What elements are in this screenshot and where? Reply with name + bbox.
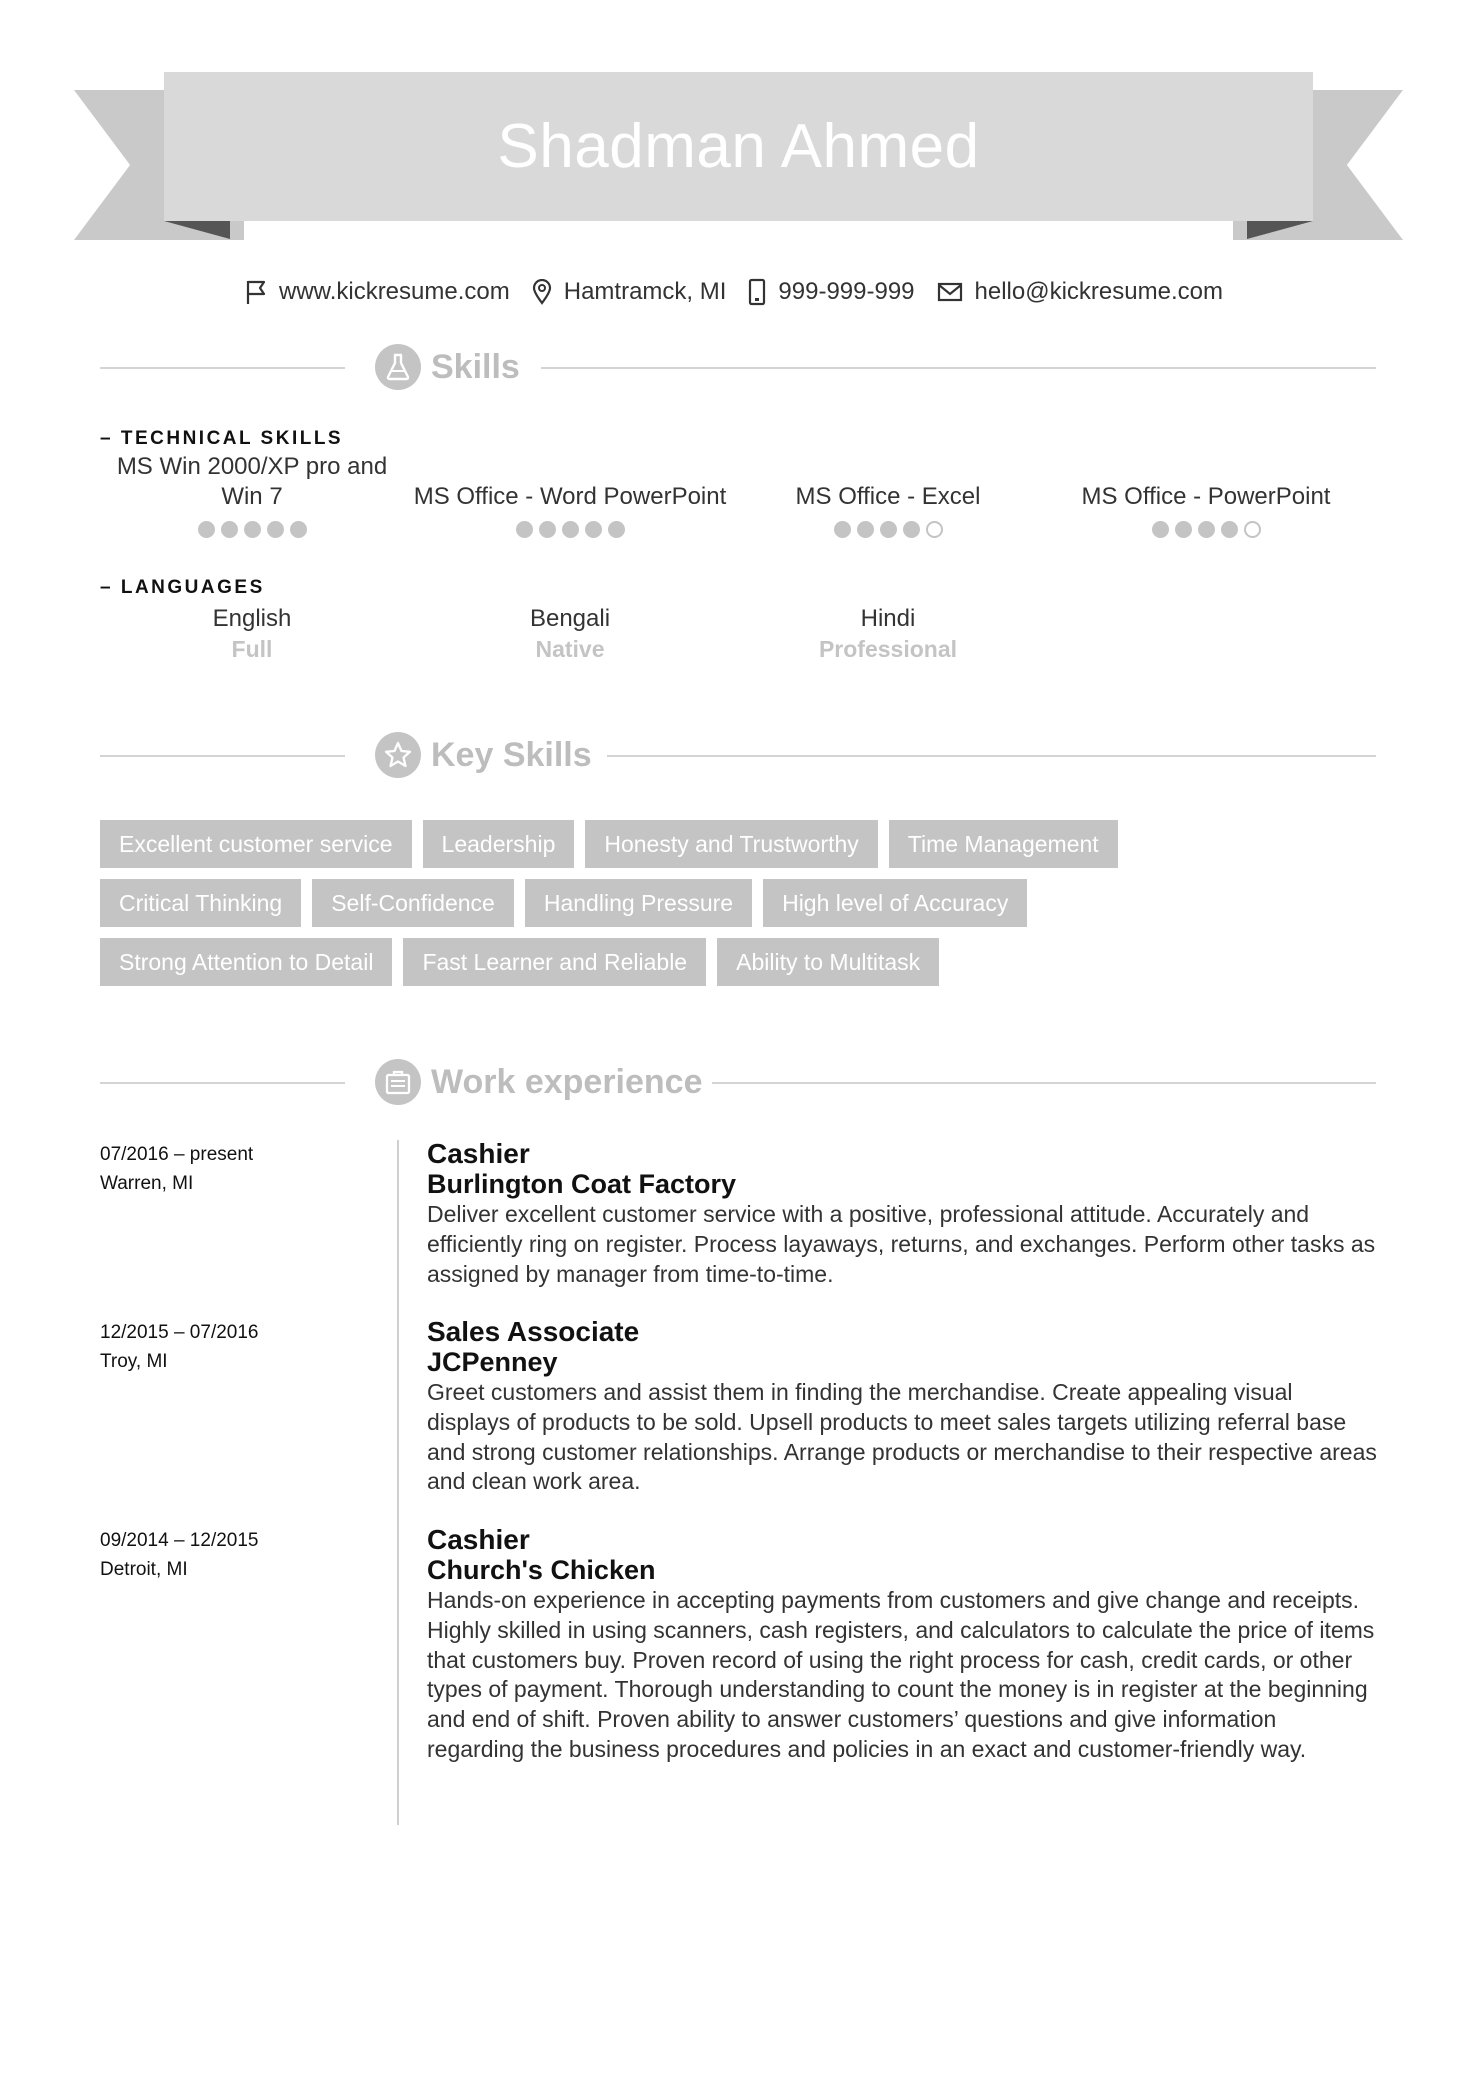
rating-dot-filled xyxy=(198,521,215,538)
rating-dot-empty xyxy=(926,521,943,538)
work-experience-section-header xyxy=(100,1057,1376,1107)
email-text: hello@kickresume.com xyxy=(974,278,1223,305)
contact-website[interactable] xyxy=(245,278,510,306)
rating-dot-filled xyxy=(539,521,556,538)
technical-skills-heading: – TECHNICAL SKILLS xyxy=(100,428,344,449)
job-meta xyxy=(100,1140,253,1198)
rating-dot-filled xyxy=(516,521,533,538)
job-entry xyxy=(427,1524,1377,1765)
skill-name: MS Office - Word PowerPoint xyxy=(413,483,727,510)
rating-dot-filled xyxy=(880,521,897,538)
name-banner xyxy=(164,72,1313,221)
job-location: Warren, MI xyxy=(100,1173,194,1194)
technical-skill xyxy=(411,452,729,538)
rating-dot-filled xyxy=(903,521,920,538)
rating-dot-filled xyxy=(857,521,874,538)
tag-row xyxy=(100,938,1380,986)
job-dates: 09/2014 – 12/2015 xyxy=(100,1530,259,1551)
section-title: Work experience xyxy=(431,1063,703,1101)
candidate-name: Shadman Ahmed xyxy=(497,112,980,181)
skill-tag: Self-Confidence xyxy=(312,879,514,927)
skill-rating xyxy=(1047,521,1365,538)
language-name: Hindi xyxy=(860,605,916,632)
job-entry xyxy=(427,1316,1377,1497)
envelope-icon xyxy=(937,282,963,302)
divider-line xyxy=(100,1082,345,1084)
job-company: JCPenney xyxy=(427,1347,558,1377)
job-meta xyxy=(100,1318,259,1376)
job-role: Cashier xyxy=(427,1138,530,1169)
divider-line xyxy=(100,755,345,757)
location-pin-icon xyxy=(532,279,552,305)
skill-tag: Excellent customer service xyxy=(100,820,412,868)
rating-dot-filled xyxy=(1152,521,1169,538)
contact-phone[interactable] xyxy=(748,278,914,306)
skill-tag: Handling Pressure xyxy=(525,879,752,927)
job-meta xyxy=(100,1526,259,1584)
language-name: Bengali xyxy=(529,605,611,632)
rating-dot-empty xyxy=(1244,521,1261,538)
skill-tag: Time Management xyxy=(889,820,1118,868)
timeline-line xyxy=(397,1140,399,1825)
key-skills-tags xyxy=(100,820,1380,997)
skill-rating xyxy=(411,521,729,538)
divider-line xyxy=(607,755,1376,757)
rating-dot-filled xyxy=(1175,521,1192,538)
section-title: Skills xyxy=(431,348,520,386)
section-title: Key Skills xyxy=(431,736,592,774)
rating-dot-filled xyxy=(290,521,307,538)
contact-bar xyxy=(0,274,1468,310)
rating-dot-filled xyxy=(834,521,851,538)
website-text: www.kickresume.com xyxy=(279,278,510,305)
job-dates: 07/2016 – present xyxy=(100,1144,254,1165)
rating-dot-filled xyxy=(267,521,284,538)
flask-icon xyxy=(375,344,421,390)
contact-location xyxy=(532,278,727,306)
language-item xyxy=(729,604,1047,664)
language-item xyxy=(93,604,411,664)
skill-tag: Honesty and Trustworthy xyxy=(585,820,877,868)
tag-row xyxy=(100,820,1380,868)
skill-tag: High level of Accuracy xyxy=(763,879,1027,927)
job-description: Hands-on experience in accepting payments from customers and give change and receipts. Highly skilled in using scanners, cash registers, and calculators to calculate the price of items that customers buy. Proven record of using the right process for cash, credit cards, or other types of payment. Thorough understanding to count the money is in register at the beginning and end of shift. Proven ability to answer customers’ questions and give information regarding the business procedures and policies in an exact and customer-friendly way. xyxy=(427,1587,1375,1762)
flag-icon xyxy=(245,279,267,305)
job-role: Cashier xyxy=(427,1524,530,1555)
job-company: Church's Chicken xyxy=(427,1555,656,1585)
star-icon xyxy=(375,732,421,778)
phone-text: 999-999-999 xyxy=(778,278,915,305)
rating-dot-filled xyxy=(244,521,261,538)
language-level: Full xyxy=(231,636,273,662)
language-name: English xyxy=(212,605,292,632)
job-role: Sales Associate xyxy=(427,1316,640,1347)
job-dates: 12/2015 – 07/2016 xyxy=(100,1322,259,1343)
divider-line xyxy=(541,367,1376,369)
key-skills-section-header xyxy=(100,730,1376,780)
skill-tag: Critical Thinking xyxy=(100,879,301,927)
job-company: Burlington Coat Factory xyxy=(427,1169,736,1199)
language-item xyxy=(411,604,729,664)
rating-dot-filled xyxy=(1198,521,1215,538)
language-level: Native xyxy=(535,636,605,662)
location-text: Hamtramck, MI xyxy=(563,278,727,305)
job-entry xyxy=(427,1138,1377,1289)
rating-dot-filled xyxy=(608,521,625,538)
technical-skill xyxy=(1047,452,1365,538)
skill-tag: Leadership xyxy=(423,820,575,868)
phone-icon xyxy=(748,278,766,306)
job-description: Deliver excellent customer service with a positive, professional attitude. Accurately and efficiently ring on register. Process layaways, returns, and exchanges. Perform other tasks as assigned by manager from time-to-time. xyxy=(427,1201,1376,1287)
technical-skill xyxy=(729,452,1047,538)
language-level: Professional xyxy=(818,636,958,662)
rating-dot-filled xyxy=(562,521,579,538)
skill-tag: Fast Learner and Reliable xyxy=(403,938,706,986)
technical-skill xyxy=(93,452,411,538)
contact-email[interactable] xyxy=(937,278,1223,306)
languages-heading: – LANGUAGES xyxy=(100,577,265,598)
skill-name: MS Win 2000/XP pro and Win 7 xyxy=(116,453,388,510)
divider-line xyxy=(712,1082,1376,1084)
skill-name: MS Office - Excel xyxy=(795,483,981,510)
job-location: Detroit, MI xyxy=(100,1559,188,1580)
job-description: Greet customers and assist them in finding the merchandise. Create appealing visual displays of products to be sold. Upsell products to meet sales targets utilizing referral base and strong customer relationships. Arrange products or merchandise to their respective areas and clean work area. xyxy=(427,1379,1377,1495)
rating-dot-filled xyxy=(221,521,238,538)
skill-tag: Ability to Multitask xyxy=(717,938,939,986)
skills-section-header xyxy=(100,342,1376,392)
skill-tag: Strong Attention to Detail xyxy=(100,938,392,986)
briefcase-icon xyxy=(375,1059,421,1105)
rating-dot-filled xyxy=(585,521,602,538)
tag-row xyxy=(100,879,1380,927)
skill-rating xyxy=(93,521,411,538)
rating-dot-filled xyxy=(1221,521,1238,538)
skill-name: MS Office - PowerPoint xyxy=(1081,483,1331,510)
divider-line xyxy=(100,367,345,369)
skill-rating xyxy=(729,521,1047,538)
job-location: Troy, MI xyxy=(100,1351,168,1372)
